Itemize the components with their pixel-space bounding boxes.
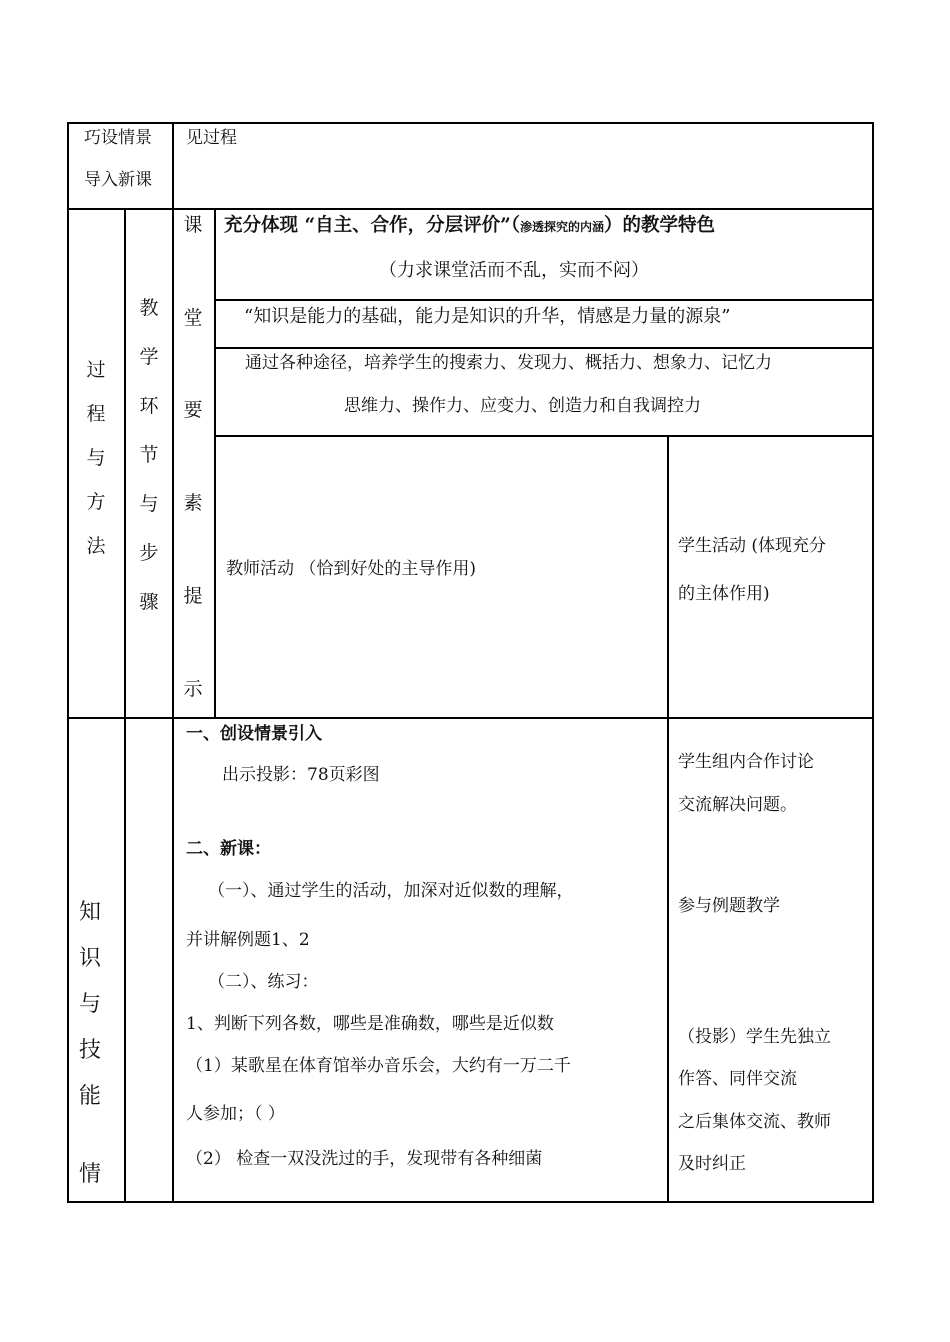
student-line: 作答、同伴交流 xyxy=(678,1069,797,1089)
content-line: 并讲解例题1、2 xyxy=(186,930,310,950)
knowledge-label-char: 技 xyxy=(78,1038,101,1063)
col-divider xyxy=(667,435,669,1203)
steps-label-char: 骤 xyxy=(139,591,159,613)
knowledge-label-char: 知 xyxy=(78,900,101,925)
steps-label-char: 教 xyxy=(139,297,159,319)
col-divider xyxy=(214,208,216,718)
row-divider xyxy=(67,717,873,719)
process-label-char: 与 xyxy=(86,447,106,469)
table-border-right xyxy=(872,122,874,1203)
student-line: 参与例题教学 xyxy=(678,896,780,916)
col-divider xyxy=(124,208,126,1203)
table-border-top xyxy=(67,122,873,124)
table-border-bottom xyxy=(67,1201,873,1203)
row-divider xyxy=(215,435,873,437)
elements-label-char: 课 xyxy=(183,214,203,236)
student-activity-header-line2: 的主体作用) xyxy=(678,584,770,604)
feature-heading xyxy=(224,217,715,236)
steps-label-char: 与 xyxy=(139,493,159,515)
feature-heading-small: 渗透探究的内涵 xyxy=(519,220,604,234)
abilities-line1: 通过各种途径，培养学生的搜索力、发现力、概括力、想象力、记忆力 xyxy=(245,353,772,373)
student-line: 及时纠正 xyxy=(678,1154,746,1174)
content-line: 出示投影：78页彩图 xyxy=(222,765,380,785)
col-divider xyxy=(172,122,174,1203)
student-line: 交流解决问题。 xyxy=(678,795,797,815)
elements-label-char: 素 xyxy=(183,492,203,514)
knowledge-label-char: 识 xyxy=(78,946,101,971)
row-divider xyxy=(215,347,873,349)
elements-label-char: 堂 xyxy=(183,307,203,329)
knowledge-quote: “知识是能力的基础，能力是知识的升华，情感是力量的源泉” xyxy=(244,306,731,327)
feature-heading-pre: 充分体现 “自主、合作，分层评价”（ xyxy=(224,215,520,236)
feature-heading-post: ）的教学特色 xyxy=(604,215,716,236)
steps-label-char: 环 xyxy=(139,395,159,417)
content-line: （二）、练习： xyxy=(208,972,319,992)
steps-label-char: 节 xyxy=(139,444,159,466)
table-border-left xyxy=(67,122,69,1203)
process-label-char: 法 xyxy=(86,535,106,557)
abilities-line2: 思维力、操作力、应变力、创造力和自我调控力 xyxy=(344,396,701,416)
knowledge-label-char: 情 xyxy=(78,1162,101,1187)
feature-subheading: （力求课堂活而不乱，实而不闷） xyxy=(379,260,649,281)
section-heading: 二、新课： xyxy=(186,839,271,859)
row-divider xyxy=(67,208,873,210)
steps-label-char: 步 xyxy=(139,542,159,564)
teacher-activity-header: 教师活动 （恰到好处的主导作用) xyxy=(226,559,477,579)
elements-label-char: 要 xyxy=(183,399,203,421)
row1-content: 见过程 xyxy=(186,128,237,148)
student-line: 学生组内合作讨论 xyxy=(678,752,814,772)
steps-label-char: 学 xyxy=(139,346,159,368)
section-heading: 一、创设情景引入 xyxy=(186,724,322,744)
row-divider xyxy=(215,299,873,301)
content-line: （2） 检查一双没洗过的手，发现带有各种细菌 xyxy=(186,1149,543,1169)
content-line: 1、判断下列各数，哪些是准确数，哪些是近似数 xyxy=(186,1014,554,1034)
student-activity-header-line1: 学生活动 (体现充分 xyxy=(678,536,827,556)
process-label-char: 程 xyxy=(86,403,106,425)
process-label-char: 过 xyxy=(86,359,106,381)
student-line: （投影）学生先独立 xyxy=(678,1027,831,1047)
student-line: 之后集体交流、教师 xyxy=(678,1112,831,1132)
content-line: （一）、通过学生的活动，加深对近似数的理解， xyxy=(208,881,574,901)
knowledge-label-char: 能 xyxy=(78,1084,101,1109)
row1-label-line2: 导入新课 xyxy=(84,170,152,190)
elements-label-char: 示 xyxy=(183,678,203,700)
content-line: 人参加；（ ） xyxy=(186,1104,285,1124)
elements-label-char: 提 xyxy=(183,585,203,607)
content-line: （1）某歌星在体育馆举办音乐会，大约有一万二千 xyxy=(186,1056,571,1076)
row1-label-line1: 巧设情景 xyxy=(84,128,152,148)
knowledge-label-char: 与 xyxy=(78,992,101,1017)
process-label-char: 方 xyxy=(86,491,106,513)
